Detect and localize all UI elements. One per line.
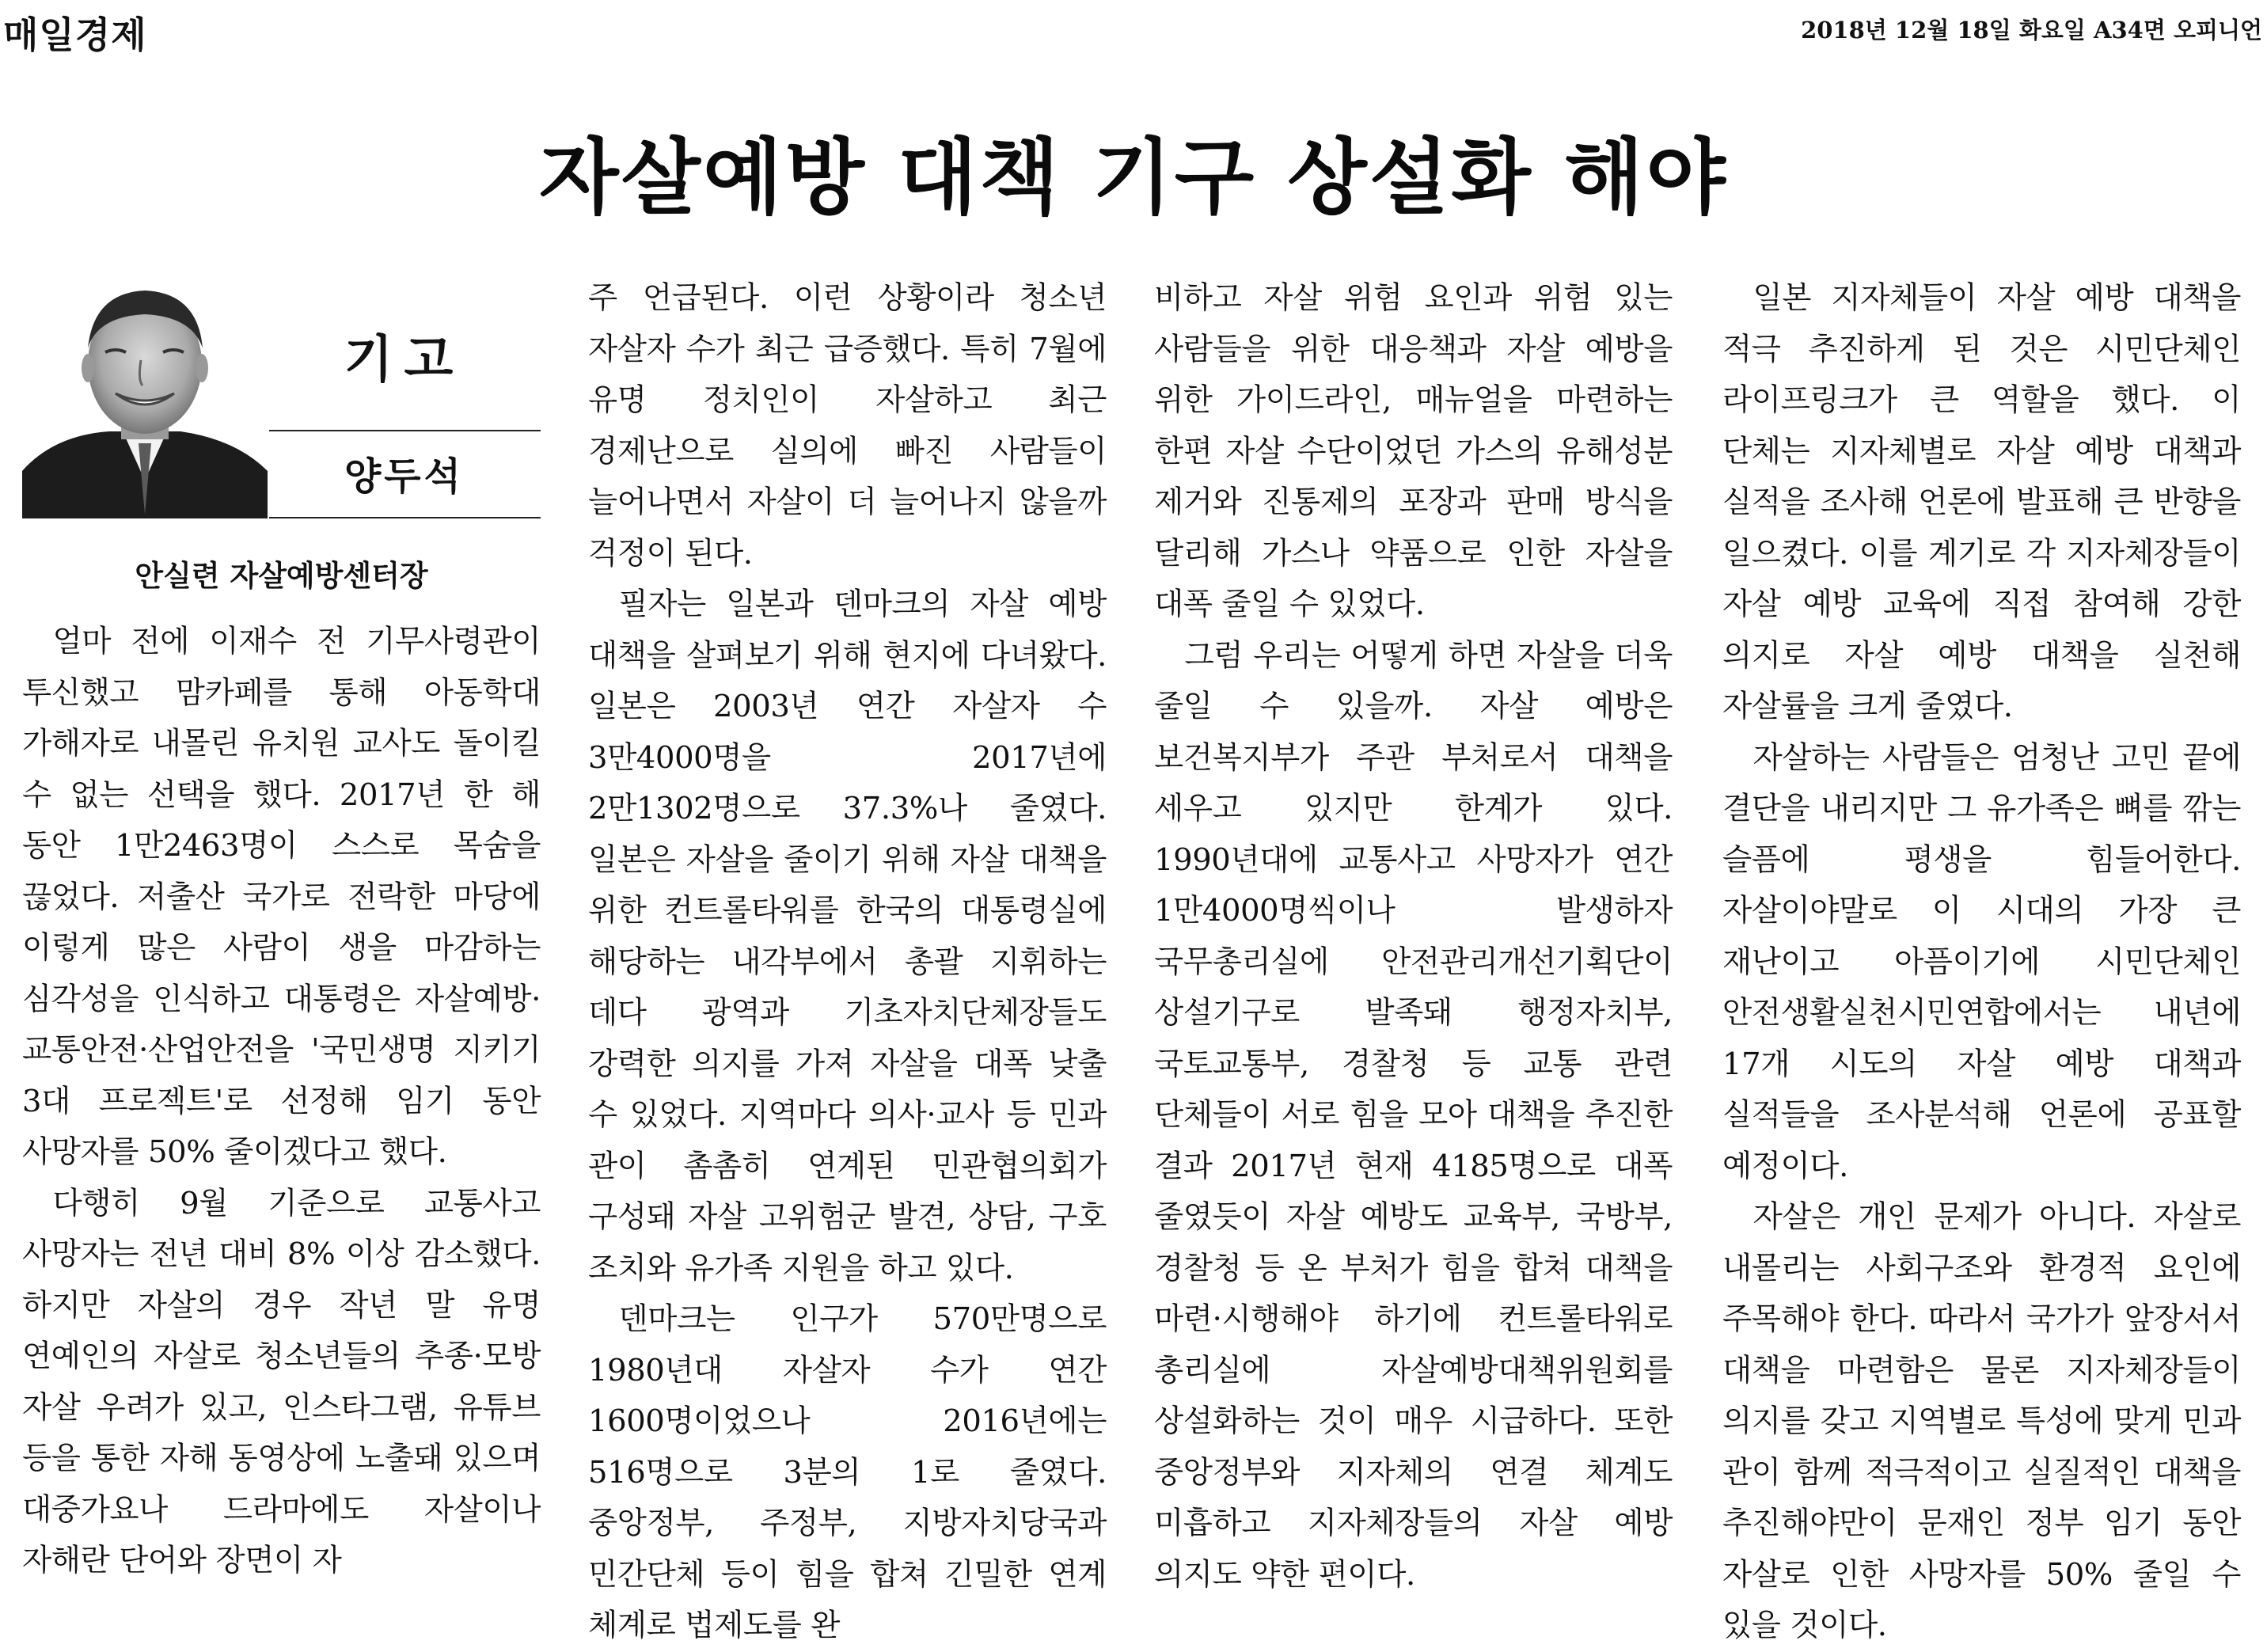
paragraph: 그럼 우리는 어떻게 하면 자살을 더욱 줄일 수 있을까. 자살 예방은 보건복지부가 주관 부처로서 대책을 세우고 있지만 한계가 있다. 1990년대에 교통사고 사망자가 연간 1만4000명씩이나 발생하자 국무총리실에 안전관리개선기획단이 상설기구로 발족돼 행정자치부, 국토교통부, 경찰청 등 교통 관련 단체들이 서로 힘을 모아 대책을 추진한 결과 2017년 현재 4185명으로 대폭 줄였듯이 자살 예방도 교육부, 국방부, 경찰청 등 온 부처가 힘을 합쳐 대책을 마련·시행해야 하기에 컨트롤타워로 총리실에 자살예방대책위원회를 상설화하는 것이 매우 시급하다. 또한 중앙정부와 지자체의 연결 체계도 미흡하고 지자체장들의 자살 예방 의지도 약한 편이다. xyxy=(1154,637,1673,1593)
author-name: 양두석 xyxy=(344,454,465,499)
paragraph: 다행히 9월 기준으로 교통사고 사망자는 전년 대비 8% 이상 감소했다. 하지만 자살의 경우 작년 말 유명 연예인의 자살로 청소년들의 추종·모방 자살 우려가 있고, 인스타그램, 유튜브 등을 통한 자해 동영상에 노출돼 있으며 대중가요나 드라마에도 자살이나 자해란 단어와 장면이 자 xyxy=(22,1185,541,1578)
paragraph: 일본 지자체들이 자살 예방 대책을 적극 추진하게 된 것은 시민단체인 라이프링크가 큰 역할을 했다. 이 단체는 지자체별로 자살 예방 대책과 실적을 조사해 언론에 발표해 큰 반향을 일으켰다. 이를 계기로 각 지자체장들이 자살 예방 교육에 직접 참여해 강한 의지로 자살 예방 대책을 실천해 자살률을 크게 줄였다. xyxy=(1722,280,2241,724)
author-affiliation: 안실련 자살예방센터장 xyxy=(135,559,428,593)
masthead-logo: 매일경제 xyxy=(3,13,147,56)
paragraph: 덴마크는 인구가 570만명으로 1980년대 자살자 수가 연간 1600명이었으나 2016년에는 516명으로 3분의 1로 줄였다. 중앙정부, 주정부, 지방자치당국과 민간단체 등이 힘을 합쳐 긴밀한 연계 체계로 법제도를 완 xyxy=(588,1301,1107,1643)
paragraph: 자살하는 사람들은 엄청난 고민 끝에 결단을 내리지만 그 유가족은 뼈를 깎는 슬픔에 평생을 힘들어한다. 자살이야말로 이 시대의 가장 큰 재난이고 아픔이기에 시민단체인 안전생활실천시민연합에서는 내년에 17개 시도의 자살 예방 대책과 실적들을 조사분석해 언론에 공표할 예정이다. xyxy=(1722,739,2241,1184)
paragraph: 자살은 개인 문제가 아니다. 자살로 내몰리는 사회구조와 환경적 요인에 주목해야 한다. 따라서 국가가 앞장서서 대책을 마련함은 물론 지자체장들이 의지를 갖고 지역별로 특성에 맞게 민과 관이 함께 적극적이고 실질적인 대책을 추진해야만이 문재인 정부 임기 동안 자살로 인한 사망자를 50% 줄일 수 있을 것이다. xyxy=(1722,1199,2241,1643)
article-column-3 xyxy=(1154,273,1673,1593)
paragraph: 필자는 일본과 덴마크의 자살 예방 대책을 살펴보기 위해 현지에 다녀왔다. 일본은 2003년 연간 자살자 수 3만4000명을 2017년에 2만1302명으로 37.3%나 줄였다. 일본은 자살을 줄이기 위해 자살 대책을 위한 컨트롤타워를 한국의 대통령실에 해당하는 내각부에서 총괄 지휘하는 데다 광역과 기초자치단체장들도 강력한 의지를 가져 자살을 대폭 낮출 수 있었다. 지역마다 의사·교사 등 민과 관이 촘촘히 연계된 민관협의회가 구성돼 자살 고위험군 발견, 상담, 구호 조치와 유가족 지원을 하고 있다. xyxy=(588,587,1107,1286)
dateline: 2018년 12월 18일 화요일 A34면 오피니언 xyxy=(1801,17,2262,44)
author-photo xyxy=(22,273,268,518)
byline-divider xyxy=(269,430,541,431)
article-column-2 xyxy=(588,273,1107,1643)
article-column-1 xyxy=(22,273,541,1587)
article-body xyxy=(22,273,2248,1643)
paragraph: 얼마 전에 이재수 전 기무사령관이 투신했고 맘카페를 통해 아동학대 가해자로 내몰린 유치원 교사도 돌이킬 수 없는 선택을 했다. 2017년 한 해 동안 1만2463명이 스스로 목숨을 끊었다. 저출산 국가로 전락한 마당에 이렇게 많은 사람이 생을 마감하는 심각성을 인식하고 대통령은 자살예방·교통안전·산업안전을 '국민생명 지키기 3대 프로젝트'로 선정해 임기 동안 사망자를 50% 줄이겠다고 했다. xyxy=(22,624,541,1170)
article-column-4 xyxy=(1722,273,2241,1643)
byline-divider-bottom xyxy=(269,517,541,518)
byline-block xyxy=(22,273,541,558)
headline: 자살예방 대책 기구 상설화 해야 xyxy=(539,128,1728,226)
paragraph: 주 언급된다. 이런 상황이라 청소년 자살자 수가 최근 급증했다. 특히 7월에 유명 정치인이 자살하고 최근 경제난으로 실의에 빠진 사람들이 늘어나면서 자살이 더 늘어나지 않을까 걱정이 된다. xyxy=(588,280,1107,572)
paragraph: 비하고 자살 위험 요인과 위험 있는 사람들을 위한 대응책과 자살 예방을 위한 가이드라인, 매뉴얼을 마련하는 한편 자살 수단이었던 가스의 유해성분 제거와 진통제의 포장과 판매 방식을 달리해 가스나 약품으로 인한 자살을 대폭 줄일 수 있었다. xyxy=(1154,280,1673,622)
section-label: 기고 xyxy=(344,331,465,389)
